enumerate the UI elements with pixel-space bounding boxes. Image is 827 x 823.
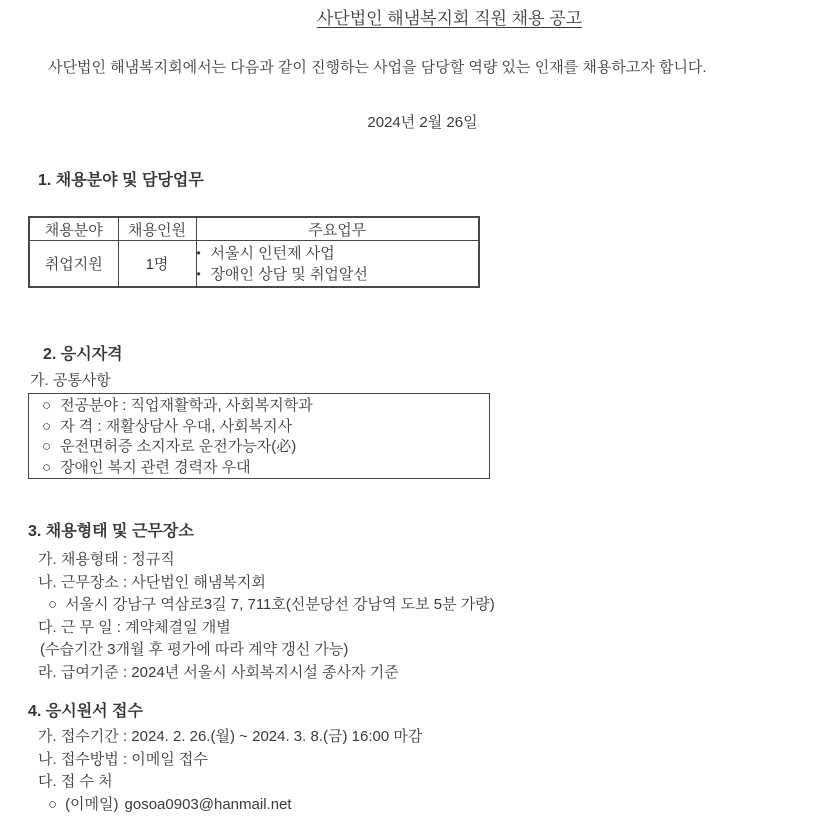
section-recruitment-heading: 1. 채용분야 및 담당업무: [38, 172, 204, 189]
qualification-item: [42, 437, 489, 458]
employment-line: 라. 급여기준 : 2024년 서울시 사회복지시설 종사자 기준: [38, 663, 399, 681]
qualification-item: [42, 417, 489, 438]
section-application-heading: 4. 응시원서 접수: [28, 703, 143, 720]
intro-paragraph: 사단법인 해냄복지회에서는 다음과 같이 진행하는 사업을 담당할 역량 있는 인재를 채용하고자 합니다.: [48, 59, 707, 76]
employment-line: 다. 근 무 일 : 계약체결일 개별: [38, 618, 231, 636]
recruitment-table: [28, 216, 480, 288]
employment-line-text: 서울시 강남구 역삼로3길 7, 711호(신분당선 강남역 도보 5분 가량): [65, 596, 495, 613]
duty-item: [197, 243, 479, 264]
qualifications-subheading: 가. 공통사항: [30, 372, 111, 389]
qualification-text: 전공분야 : 직업재활학과, 사회복지학과: [60, 397, 313, 414]
employment-line: 가. 채용형태 : 정규직: [38, 551, 175, 568]
circle-bullet-icon: ○: [42, 458, 52, 476]
section-employment-heading: 3. 채용형태 및 근무장소: [28, 523, 194, 540]
application-line: 가. 접수기간 : 2024. 2. 26.(월) ~ 2024. 3. 8.(금) 16:00 마감: [38, 728, 423, 745]
email-address: gosoa0903@hanmail.net: [124, 795, 292, 813]
duty-text: 장애인 상담 및 취업알선: [210, 265, 368, 283]
qualification-text: 자 격 : 재활상담사 우대, 사회복지사: [60, 417, 293, 435]
employment-line: (수습기간 3개월 후 평가에 따라 계약 갱신 가능): [40, 641, 349, 658]
table-row: [29, 241, 479, 288]
job-posting-document: [0, 8, 827, 823]
duties-cell: [196, 241, 479, 288]
qualification-item: [42, 396, 489, 417]
duty-item: [197, 264, 479, 285]
application-line: 다. 접 수 처: [38, 773, 113, 790]
qualification-item: [42, 458, 489, 479]
employment-line: [48, 594, 827, 617]
circle-bullet-icon: ○: [48, 596, 58, 613]
duty-text: 서울시 인턴제 사업: [210, 244, 335, 262]
application-list: [0, 726, 827, 816]
header-cell-field: 채용분야: [29, 217, 118, 241]
bullet-dot-icon: •: [196, 245, 201, 260]
document-title-text: 사단법인 해냄복지회 직원 채용 공고: [316, 9, 583, 28]
qualification-text: 운전면허증 소지자로 운전가능자(必): [60, 438, 297, 455]
employment-list: [0, 549, 827, 684]
section-qualifications-heading: 2. 응시자격: [43, 346, 123, 363]
application-line: 나. 접수방법 : 이메일 접수: [38, 750, 208, 768]
application-line-email: [48, 794, 827, 817]
qualifications-box: [28, 393, 490, 479]
circle-bullet-icon: ○: [48, 795, 58, 813]
field-cell: 취업지원: [29, 241, 118, 288]
circle-bullet-icon: ○: [42, 417, 52, 435]
bullet-dot-icon: •: [196, 266, 201, 281]
employment-line: 나. 근무장소 : 사단법인 해냄복지회: [38, 573, 266, 591]
document-title: [0, 8, 827, 30]
table-header-row: [29, 217, 479, 241]
circle-bullet-icon: ○: [42, 438, 52, 455]
qualification-text: 장애인 복지 관련 경력자 우대: [60, 458, 251, 476]
header-cell-count: 채용인원: [118, 217, 196, 241]
email-label: (이메일): [65, 795, 119, 813]
header-cell-duties: 주요업무: [196, 217, 479, 241]
announcement-date: 2024년 2월 26일: [367, 114, 478, 131]
circle-bullet-icon: ○: [42, 397, 52, 414]
count-cell: 1명: [118, 241, 196, 288]
